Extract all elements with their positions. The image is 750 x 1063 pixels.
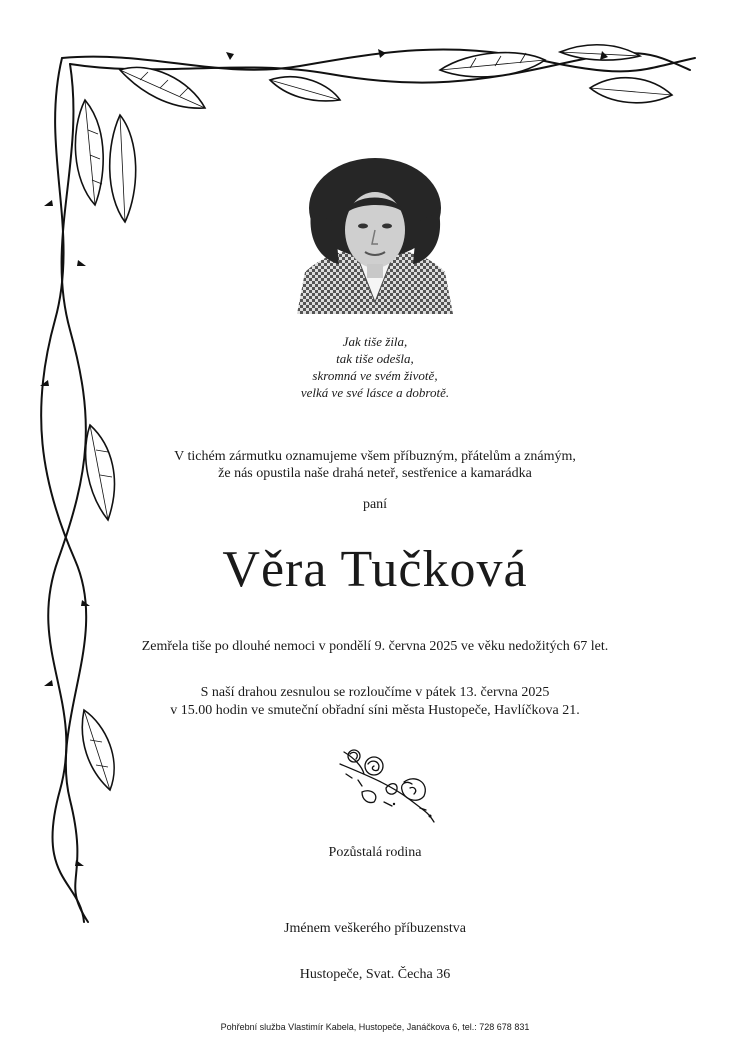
- poem-line: tak tiše odešla,: [336, 351, 414, 366]
- footer-funeral-service: Pohřební služba Vlastimír Kabela, Hustopeče, Janáčkova 6, tel.: 728 678 831: [220, 1022, 530, 1032]
- poem-line: Jak tiše žila,: [342, 334, 408, 349]
- death-notice: Zemřela tiše po dlouhé nemoci v pondělí 9. června 2025 ve věku nedožitých 67 let.: [141, 639, 609, 654]
- portrait-photo: [297, 152, 453, 314]
- deceased-name: Věra Tučková: [222, 541, 528, 598]
- funeral-line: S naší drahou zesnulou se rozloučíme v pátek 13. června 2025: [200, 685, 550, 700]
- poem: [0, 333, 750, 401]
- poem-line: skromná ve svém životě,: [312, 368, 438, 383]
- honorific: paní: [362, 497, 388, 512]
- announcement-line: V tichém zármutku oznamujeme všem příbuzným, přátelům a známým,: [174, 449, 576, 464]
- funeral-info: [0, 684, 750, 720]
- signature-family: Pozůstalá rodina: [328, 845, 422, 860]
- announcement-line: že nás opustila naše drahá neteř, sestřenice a kamarádka: [218, 466, 532, 481]
- funeral-line: v 15.00 hodin ve smuteční obřadní síni města Hustopeče, Havlíčkova 21.: [170, 703, 580, 718]
- announcement: [0, 448, 750, 482]
- rose-icon: [334, 744, 440, 826]
- poem-line: velká ve své lásce a dobrotě.: [300, 385, 450, 400]
- signature-on-behalf: Jménem veškerého příbuzenstva: [284, 921, 466, 936]
- signature-address: Hustopeče, Svat. Čecha 36: [299, 967, 451, 982]
